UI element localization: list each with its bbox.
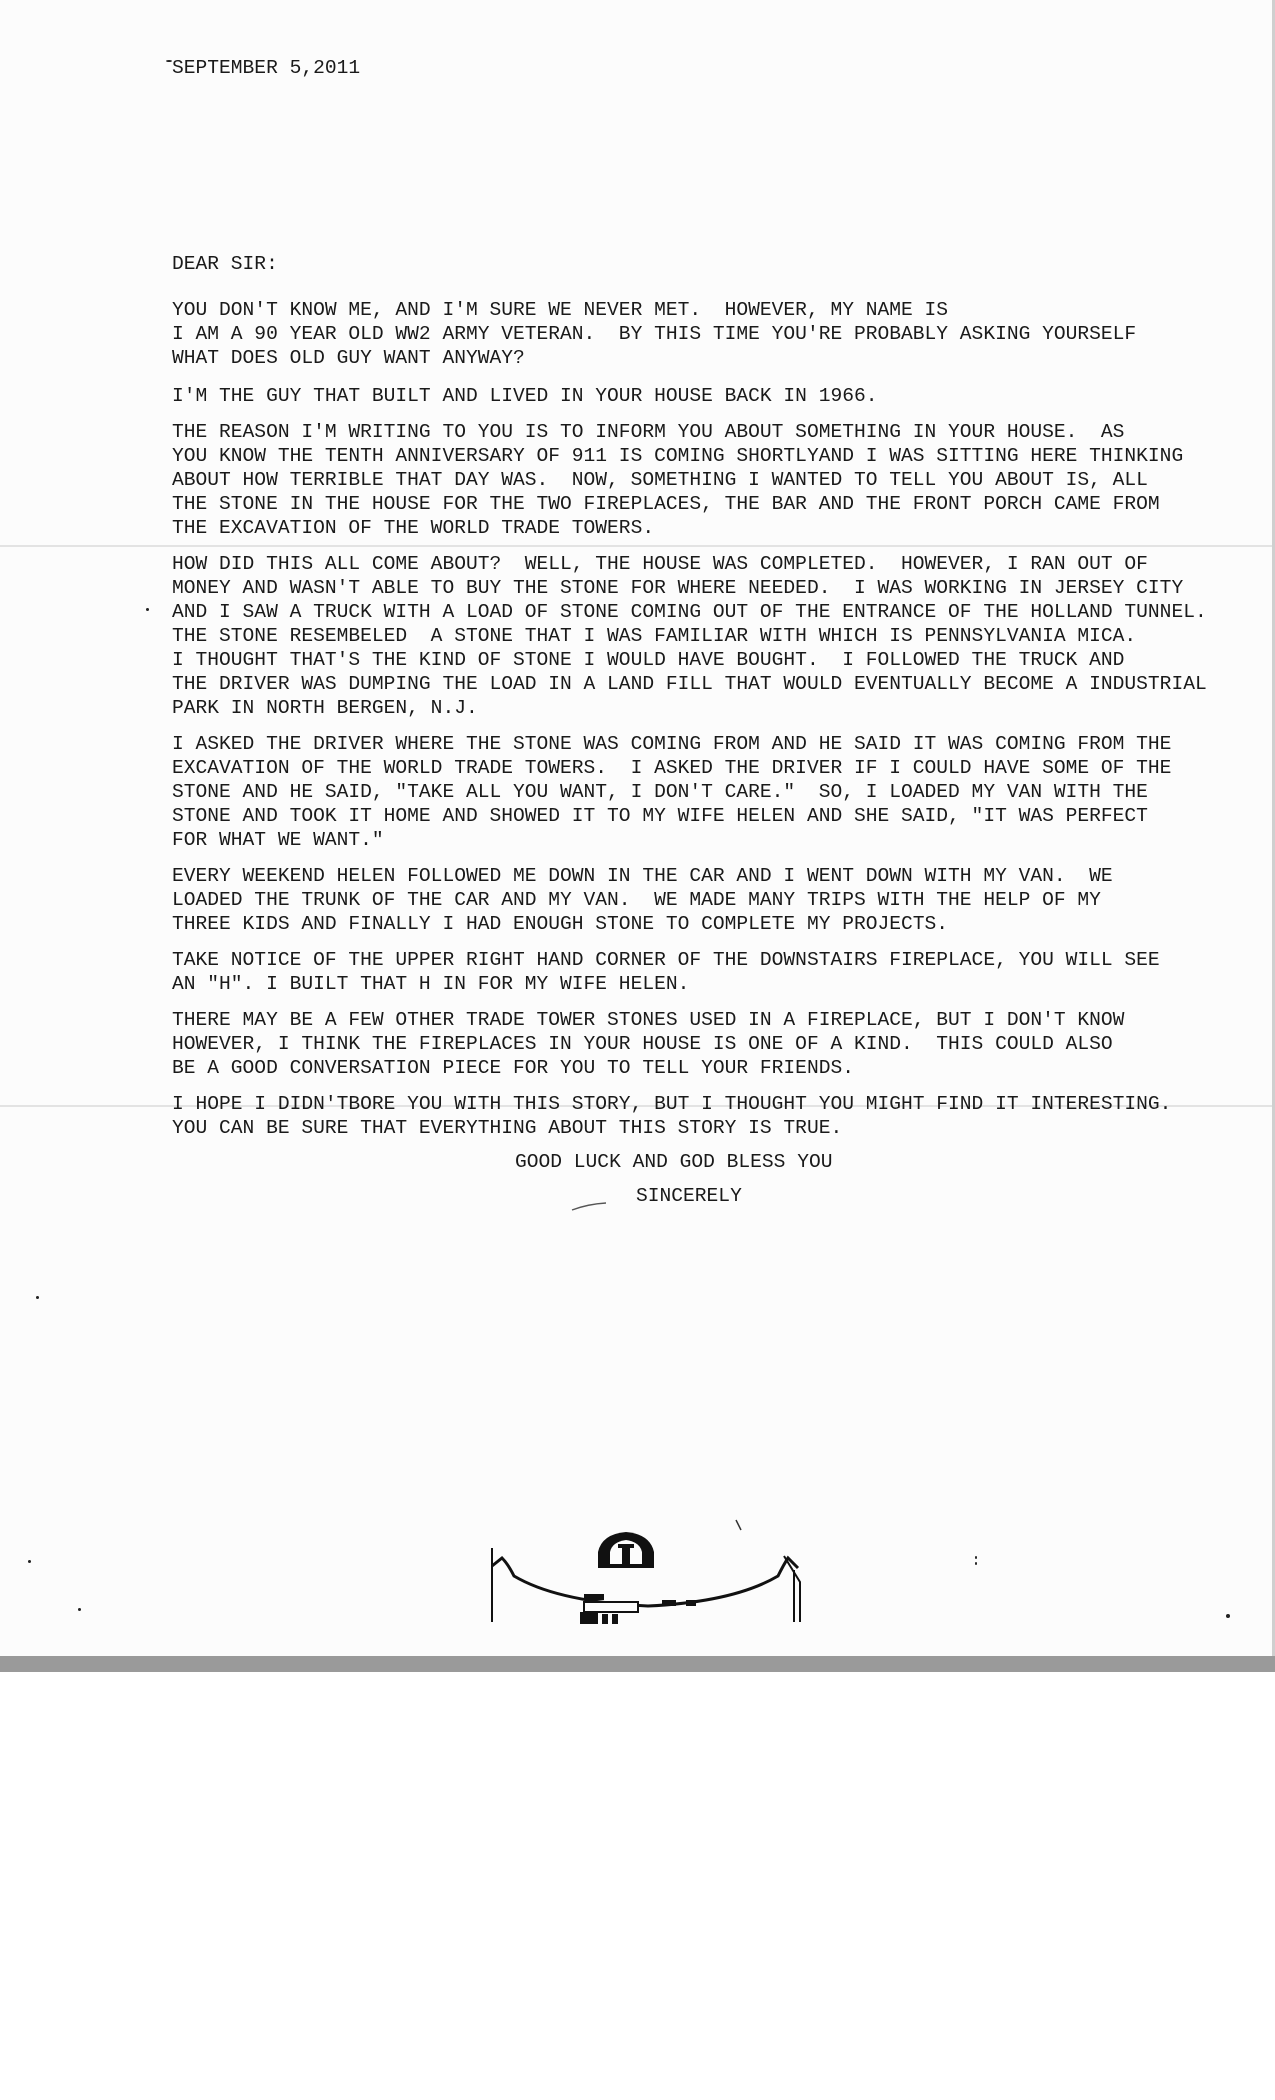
letter-line: YOU DON'T KNOW ME, AND I'M SURE WE NEVER MET. HOWEVER, MY NAME IS [172,299,949,321]
letter-line: EXCAVATION OF THE WORLD TRADE TOWERS. I ASKED THE DRIVER IF I COULD HAVE SOME OF THE [172,757,1172,779]
scan-speck [78,1608,81,1611]
letter-line: YOU KNOW THE TENTH ANNIVERSARY OF 911 IS COMING SHORTLYAND I WAS SITTING HERE THINKING [172,445,1184,467]
scan-speck [146,608,149,611]
letter-date: SEPTEMBER 5,2011 [172,57,361,79]
scan-speck [1226,1614,1230,1618]
letter-line: THE EXCAVATION OF THE WORLD TRADE TOWERS. [172,517,655,539]
letter-line: ABOUT HOW TERRIBLE THAT DAY WAS. NOW, SOMETHING I WANTED TO TELL YOU ABOUT IS, ALL [172,469,1148,491]
scan-speck [975,1556,977,1559]
letter-line: TAKE NOTICE OF THE UPPER RIGHT HAND CORNER OF THE DOWNSTAIRS FIREPLACE, YOU WILL SEE [172,949,1160,971]
letter-line: AN "H". I BUILT THAT H IN FOR MY WIFE HELEN. [172,973,690,995]
letter-line: HOWEVER, I THINK THE FIREPLACES IN YOUR HOUSE IS ONE OF A KIND. THIS COULD ALSO [172,1033,1113,1055]
letter-line: THE STONE IN THE HOUSE FOR THE TWO FIREPLACES, THE BAR AND THE FRONT PORCH CAME FROM [172,493,1160,515]
letter-line: STONE AND HE SAID, "TAKE ALL YOU WANT, I DON'T CARE." SO, I LOADED MY VAN WITH THE [172,781,1148,803]
letter-line: I ASKED THE DRIVER WHERE THE STONE WAS COMING FROM AND HE SAID IT WAS COMING FROM THE [172,733,1172,755]
letter-line: I HOPE I DIDN'TBORE YOU WITH THIS STORY, BUT I THOUGHT YOU MIGHT FIND IT INTERESTING. [172,1093,1172,1115]
scan-border [0,1656,1275,1672]
letter-line: STONE AND TOOK IT HOME AND SHOWED IT TO MY WIFE HELEN AND SHE SAID, "IT WAS PERFECT [172,805,1148,827]
scan-speck [166,60,172,62]
scan-speck [28,1560,31,1563]
letter-line: AND I SAW A TRUCK WITH A LOAD OF STONE COMING OUT OF THE ENTRANCE OF THE HOLLAND TUNNEL. [172,601,1207,623]
letter-line: THE STONE RESEMBELED A STONE THAT I WAS FAMILIAR WITH WHICH IS PENNSYLVANIA MICA. [172,625,1137,647]
letter-line: EVERY WEEKEND HELEN FOLLOWED ME DOWN IN THE CAR AND I WENT DOWN WITH MY VAN. WE [172,865,1113,887]
letter-salutation: DEAR SIR: [172,253,278,275]
letter-line: THE DRIVER WAS DUMPING THE LOAD IN A LAND FILL THAT WOULD EVENTUALLY BECOME A INDUSTRIAL [172,673,1207,695]
letter-line: MONEY AND WASN'T ABLE TO BUY THE STONE FOR WHERE NEEDED. I WAS WORKING IN JERSEY CITY [172,577,1184,599]
letter-line: FOR WHAT WE WANT." [172,829,384,851]
letter-line: PARK IN NORTH BERGEN, N.J. [172,697,478,719]
scan-speck [36,1296,39,1299]
letter-line: I THOUGHT THAT'S THE KIND OF STONE I WOULD HAVE BOUGHT. I FOLLOWED THE TRUCK AND [172,649,1125,671]
letter-line: BE A GOOD CONVERSATION PIECE FOR YOU TO TELL YOUR FRIENDS. [172,1057,854,1079]
letter-line: THE REASON I'M WRITING TO YOU IS TO INFORM YOU ABOUT SOMETHING IN YOUR HOUSE. AS [172,421,1125,443]
logo-emblem [488,1518,806,1624]
page-fold-line [0,545,1275,547]
scan-speck [975,1562,977,1565]
letter-line: I'M THE GUY THAT BUILT AND LIVED IN YOUR HOUSE BACK IN 1966. [172,385,878,407]
letter-line: YOU CAN BE SURE THAT EVERYTHING ABOUT THIS STORY IS TRUE. [172,1117,843,1139]
letter-line: THREE KIDS AND FINALLY I HAD ENOUGH STONE TO COMPLETE MY PROJECTS. [172,913,949,935]
letter-line: I AM A 90 YEAR OLD WW2 ARMY VETERAN. BY THIS TIME YOU'RE PROBABLY ASKING YOURSELF [172,323,1137,345]
letter-line: HOW DID THIS ALL COME ABOUT? WELL, THE HOUSE WAS COMPLETED. HOWEVER, I RAN OUT OF [172,553,1148,575]
signature-stroke [570,1200,610,1214]
letter-line: LOADED THE TRUNK OF THE CAR AND MY VAN. WE MADE MANY TRIPS WITH THE HELP OF MY [172,889,1101,911]
letter-line: WHAT DOES OLD GUY WANT ANYWAY? [172,347,525,369]
letter-line: THERE MAY BE A FEW OTHER TRADE TOWER STONES USED IN A FIREPLACE, BUT I DON'T KNOW [172,1009,1125,1031]
letter-signoff: SINCERELY [636,1185,742,1207]
letter-closing: GOOD LUCK AND GOD BLESS YOU [515,1151,833,1173]
